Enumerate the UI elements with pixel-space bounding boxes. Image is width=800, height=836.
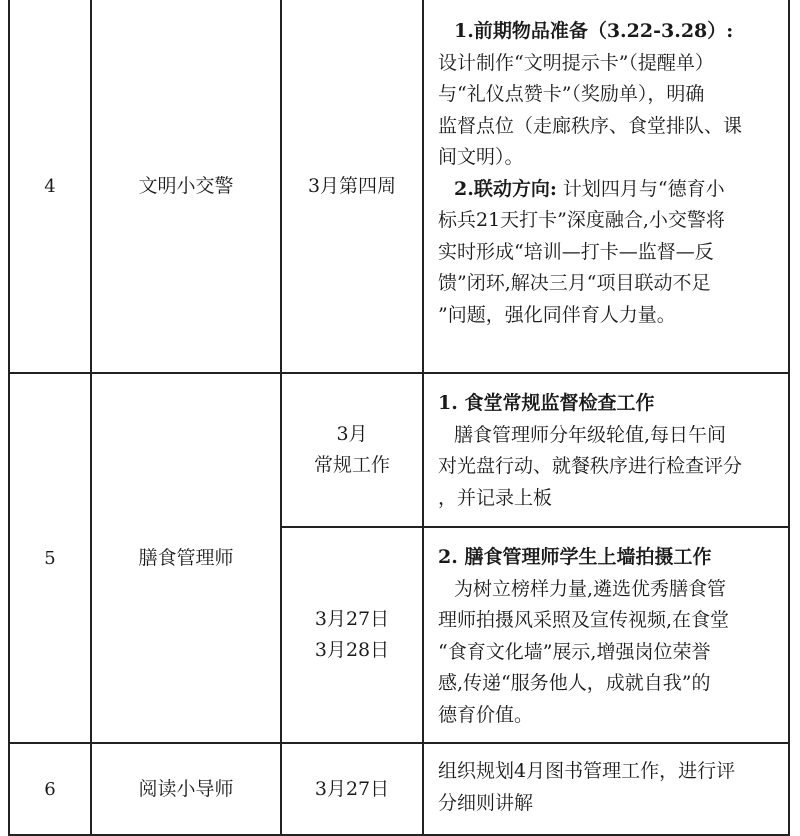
- row-number-cell: [9, 0, 91, 373]
- content-line: 间文明）。: [438, 146, 524, 168]
- content-line: 德育价值。: [438, 703, 534, 726]
- content-line: 为树立榜样力量,遴选优秀膳食管: [454, 577, 727, 600]
- content-line: 组织规划4月图书管理工作，进行评: [438, 760, 736, 782]
- activity-table: [8, 0, 790, 836]
- row-number-cell: [9, 743, 91, 835]
- row-number: 4: [44, 175, 56, 197]
- row-number-cell: [9, 373, 91, 743]
- period-cell: [281, 0, 423, 373]
- period-text: 3月: [336, 423, 368, 445]
- content-line: 1. 食堂常规监督检查工作: [438, 392, 655, 414]
- content-line: 设计制作“文明提示卡”（提醒单）: [438, 51, 714, 74]
- role-name-cell: [91, 0, 281, 373]
- content-line: 膳食管理师分年级轮值,每日午间: [454, 423, 727, 446]
- role-name-cell: [91, 373, 281, 743]
- period-text: 3月27日: [314, 608, 390, 630]
- period-text: 3月27日: [314, 777, 390, 800]
- content-line: 标兵21天打卡”深度融合,小交警将: [438, 209, 725, 231]
- role-name: 阅读小导师: [138, 777, 234, 800]
- content-line: ，并记录上板: [438, 486, 553, 509]
- content-cell: [423, 527, 789, 743]
- table-row-4: [9, 0, 789, 373]
- content-line: 2. 膳食管理师学生上墙拍摄工作: [438, 546, 712, 568]
- content-line: 1.前期物品准备（3.22-3.28）:: [454, 20, 734, 42]
- content-line: 馈”闭环,解决三月“项目联动不足: [438, 272, 711, 294]
- period-cell: [281, 373, 423, 527]
- table-row-6: [9, 743, 789, 835]
- content-line: 理师拍摄风采照及宣传视频,在食堂: [438, 609, 730, 631]
- row-number: 5: [44, 547, 56, 569]
- period-cell: [281, 743, 423, 835]
- role-name: 文明小交警: [138, 174, 234, 197]
- content-line: 分细则讲解: [438, 791, 534, 814]
- role-name-cell: [91, 743, 281, 835]
- content-line: 与“礼仪点赞卡”（奖励单），明确: [438, 83, 705, 105]
- role-name: 膳食管理师: [138, 546, 234, 569]
- content-line: 监督点位（走廊秩序、食堂排队、课: [438, 114, 743, 137]
- content-cell: [423, 0, 789, 373]
- period-text: 常规工作: [313, 454, 390, 476]
- period-text: 3月第四周: [307, 174, 397, 197]
- content-line: “食育文化墙”展示,增强岗位荣誉: [438, 640, 711, 663]
- content-line: 对光盘行动、就餐秩序进行检查评分: [438, 455, 743, 477]
- content-line: 感,传递“服务他人，成就自我”的: [438, 672, 711, 694]
- period-cell: [281, 527, 423, 743]
- period-text: 3月28日: [314, 639, 390, 661]
- content-line: 2.联动方向: 计划四月与“德育小: [454, 177, 725, 200]
- row-number: 6: [44, 778, 56, 800]
- content-cell: [423, 743, 789, 835]
- content-line: ”问题，强化同伴育人力量。: [438, 303, 676, 326]
- table-row-5a: [9, 373, 789, 527]
- content-line: 实时形成“培训—打卡—监督—反: [438, 240, 714, 263]
- content-cell: [423, 373, 789, 527]
